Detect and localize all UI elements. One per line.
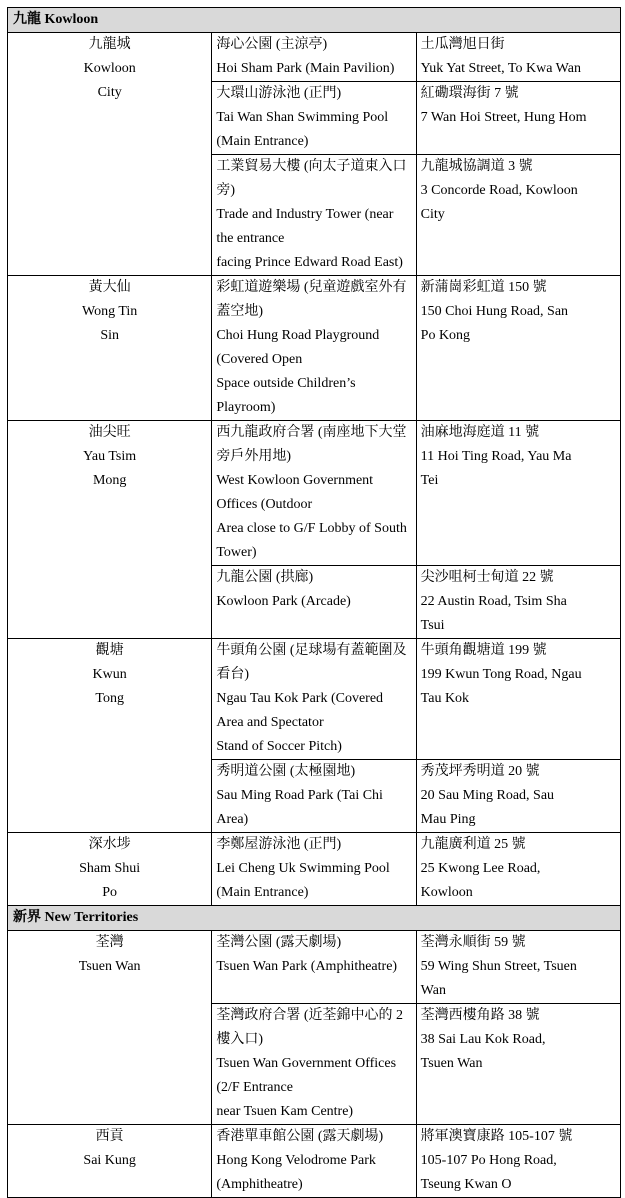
district-name-line: Kowloon (83, 61, 136, 76)
address-line: 38 Sai Lau Kok Road, (420, 1032, 546, 1047)
venue-name-line: Stand of Soccer Pitch) (216, 739, 342, 754)
address-line: 將軍澳寶康路 105-107 號 (420, 1129, 573, 1144)
district-cell (8, 1125, 212, 1198)
venue-name-line: facing Prince Edward Road East) (216, 255, 403, 270)
address-line: Yuk Yat Street, To Kwa Wan (420, 61, 581, 76)
venue-name-line: Hong Kong Velodrome Park (Amphitheatre) (216, 1153, 376, 1192)
district-cell (8, 931, 212, 1125)
venue-cell (212, 639, 416, 760)
venue-name-line: 荃灣公園 (露天劇場) (216, 935, 342, 950)
district-name-line: Mong (92, 473, 127, 488)
table-row (8, 33, 621, 82)
district-cell (8, 639, 212, 833)
region-header-row (8, 8, 621, 33)
table-row (8, 639, 621, 760)
address-line: Tau Kok (420, 691, 470, 706)
district-name-line: Wong Tin (82, 304, 138, 319)
venue-cell (212, 33, 416, 82)
venue-cell (212, 1004, 416, 1125)
venue-name-line: Tsuen Wan Park (Amphitheatre) (216, 959, 398, 974)
address-line: 秀茂坪秀明道 20 號 (420, 764, 540, 779)
venue-name-line: 工業貿易大樓 (向太子道東入口旁) (216, 159, 407, 198)
venue-name-line: Ngau Tau Kok Park (Covered Area and Spectator (216, 691, 384, 730)
venue-name-line: Tsuen Wan Government Offices (2/F Entrance (216, 1056, 397, 1095)
district-name-line: Sin (100, 328, 119, 343)
address-line: 7 Wan Hoi Street, Hung Hom (420, 110, 587, 125)
venue-name-line: 大環山游泳池 (正門) (216, 86, 342, 101)
district-name-line: 九龍城 (88, 37, 131, 52)
address-cell (416, 1004, 620, 1125)
district-name-line: 黃大仙 (88, 280, 131, 295)
venue-cell (212, 833, 416, 906)
address-line: 59 Wing Shun Street, Tsuen (420, 959, 577, 974)
venue-name-line: 彩虹道遊樂場 (兒童遊戲室外有蓋空地) (216, 280, 407, 319)
venue-name-line: West Kowloon Government Offices (Outdoor (216, 473, 374, 512)
address-line: Wan (420, 983, 446, 998)
address-line: 荃灣西樓角路 38 號 (420, 1008, 540, 1023)
venue-table (7, 7, 621, 1198)
venue-name-line: Kowloon Park (Arcade) (216, 594, 351, 609)
address-line: 尖沙咀柯士甸道 22 號 (420, 570, 554, 585)
address-line: 新蒲崗彩虹道 150 號 (420, 280, 547, 295)
table-row (8, 1125, 621, 1198)
address-line: 3 Concorde Road, Kowloon (420, 183, 578, 198)
venue-name-line: 西九龍政府合署 (南座地下大堂旁戶外用地) (216, 425, 407, 464)
address-line: 荃灣永順街 59 號 (420, 935, 526, 950)
address-line: 油麻地海庭道 11 號 (420, 425, 540, 440)
district-cell (8, 276, 212, 421)
table-row (8, 833, 621, 906)
venue-cell (212, 421, 416, 566)
venue-cell (212, 82, 416, 155)
address-cell (416, 155, 620, 276)
table-row (8, 276, 621, 421)
table-row (8, 931, 621, 1004)
venue-name-line: Hoi Sham Park (Main Pavilion) (216, 61, 395, 76)
venue-name-line: Space outside Children’s Playroom) (216, 376, 356, 415)
address-cell (416, 833, 620, 906)
venue-name-line: 秀明道公園 (太極園地) (216, 764, 356, 779)
venue-table-container (7, 7, 621, 1198)
district-name-line: Sai Kung (83, 1153, 136, 1168)
address-line: 九龍城協調道 3 號 (420, 159, 533, 174)
venue-name-line: Lei Cheng Uk Swimming Pool (Main Entrance) (216, 861, 390, 900)
address-line: Mau Ping (420, 812, 476, 827)
venue-name-line: 牛頭角公園 (足球場有蓋範圍及看台) (216, 643, 407, 682)
district-name-line: 深水埗 (88, 837, 131, 852)
address-cell (416, 931, 620, 1004)
address-line: 牛頭角觀塘道 199 號 (420, 643, 547, 658)
address-cell (416, 82, 620, 155)
address-line: Po Kong (420, 328, 471, 343)
address-cell (416, 33, 620, 82)
address-line: 紅磡環海街 7 號 (420, 86, 519, 101)
address-cell (416, 1125, 620, 1198)
address-line: Tsui (420, 618, 445, 633)
venue-name-line: 荃灣政府合署 (近荃錦中心的 2 樓入口) (216, 1008, 403, 1047)
venue-cell (212, 1125, 416, 1198)
venue-cell (212, 760, 416, 833)
address-line: City (420, 207, 445, 222)
venue-name-line: 李鄭屋游泳池 (正門) (216, 837, 342, 852)
table-row (8, 421, 621, 566)
district-name-line: 觀塘 (95, 643, 124, 658)
address-line: Tseung Kwan O (420, 1177, 512, 1192)
address-line: Tei (420, 473, 439, 488)
address-line: 土瓜灣旭日街 (420, 37, 505, 52)
address-line: Kowloon (420, 885, 473, 900)
venue-cell (212, 566, 416, 639)
district-cell (8, 833, 212, 906)
district-name-line: 油尖旺 (88, 425, 131, 440)
district-name-line: Kwun (92, 667, 127, 682)
address-cell (416, 639, 620, 760)
address-cell (416, 421, 620, 566)
venue-name-line: Tai Wan Shan Swimming Pool (Main Entrance) (216, 110, 389, 149)
address-line: Tsuen Wan (420, 1056, 483, 1071)
venue-name-line: near Tsuen Kam Centre) (216, 1104, 354, 1119)
address-line: 11 Hoi Ting Road, Yau Ma (420, 449, 572, 464)
venue-name-line: 香港單車館公園 (露天劇場) (216, 1129, 384, 1144)
venue-cell (212, 155, 416, 276)
address-cell (416, 566, 620, 639)
address-cell (416, 276, 620, 421)
district-name-line: 西貢 (95, 1129, 124, 1144)
venue-name-line: 海心公園 (主涼亭) (216, 37, 328, 52)
region-header-row (8, 906, 621, 931)
region-header: 九龍 Kowloon (8, 8, 621, 33)
address-line: 20 Sau Ming Road, Sau (420, 788, 555, 803)
venue-name-line: Area close to G/F Lobby of South Tower) (216, 521, 407, 560)
district-name-line: 荃灣 (95, 935, 124, 950)
district-name-line: Yau Tsim (83, 449, 137, 464)
venue-cell (212, 276, 416, 421)
venue-table-body (8, 8, 621, 1198)
district-cell (8, 33, 212, 276)
address-cell (416, 760, 620, 833)
address-line: 22 Austin Road, Tsim Sha (420, 594, 567, 609)
address-line: 150 Choi Hung Road, San (420, 304, 569, 319)
district-cell (8, 421, 212, 639)
address-line: 25 Kwong Lee Road, (420, 861, 541, 876)
venue-name-line: 九龍公園 (拱廊) (216, 570, 314, 585)
district-name-line: Tong (95, 691, 124, 706)
venue-name-line: Trade and Industry Tower (near the entrance (216, 207, 394, 246)
region-header: 新界 New Territories (8, 906, 621, 931)
venue-cell (212, 931, 416, 1004)
address-line: 105-107 Po Hong Road, (420, 1153, 557, 1168)
address-line: 九龍廣利道 25 號 (420, 837, 526, 852)
venue-name-line: Choi Hung Road Playground (Covered Open (216, 328, 380, 367)
district-name-line: Sham Shui (79, 861, 141, 876)
district-name-line: Po (102, 885, 118, 900)
address-line: 199 Kwun Tong Road, Ngau (420, 667, 582, 682)
district-name-line: Tsuen Wan (78, 959, 141, 974)
district-name-line: City (97, 85, 122, 100)
venue-name-line: Sau Ming Road Park (Tai Chi Area) (216, 788, 383, 827)
